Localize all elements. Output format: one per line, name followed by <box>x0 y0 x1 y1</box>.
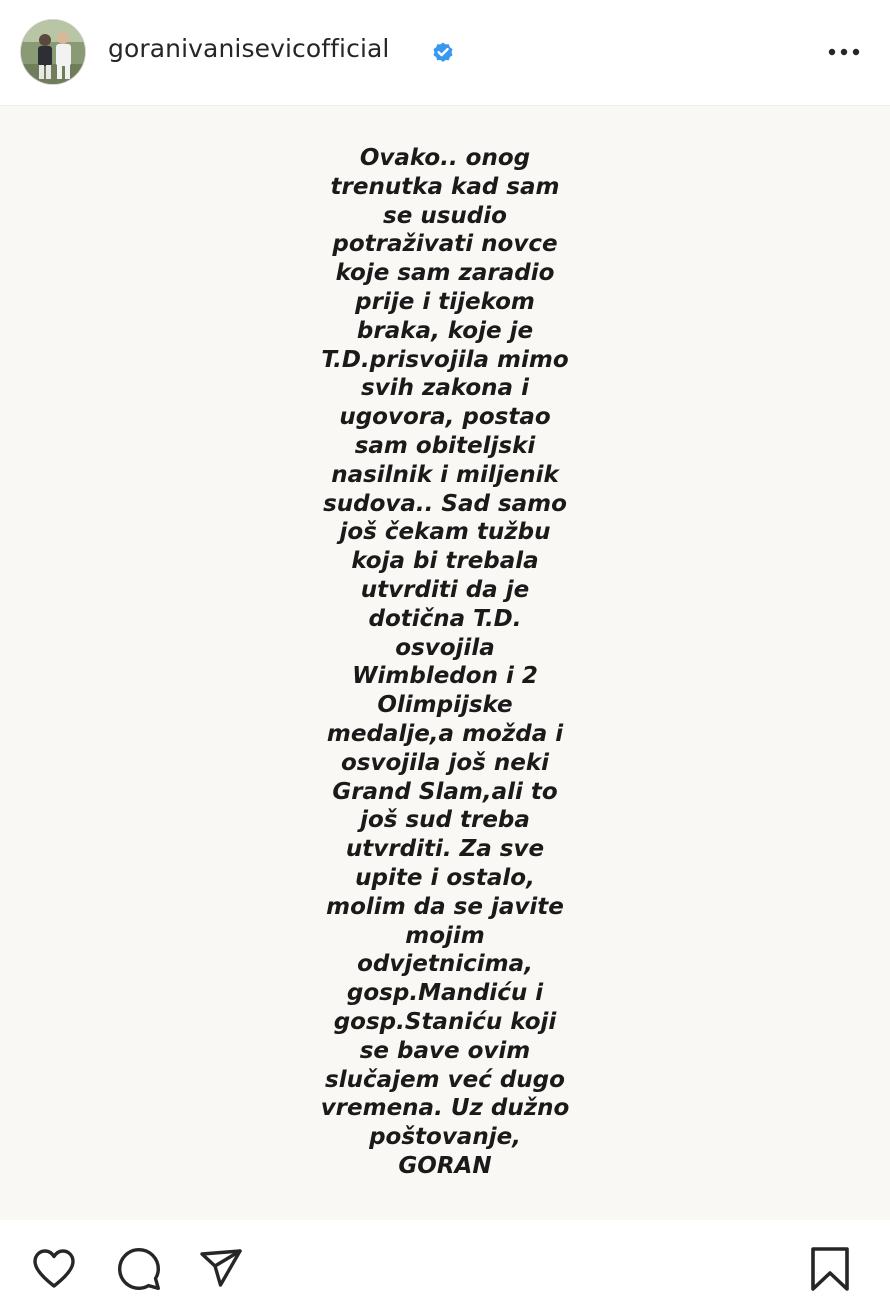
heart-icon[interactable] <box>29 1244 79 1294</box>
profile-photo-avatar <box>21 20 85 84</box>
post-text-line: prije i tijekom <box>355 288 535 315</box>
post-text-line: ugovora, postao <box>339 404 551 431</box>
post-text-line: gosp.Mandiću i <box>346 980 544 1007</box>
post-text-line: gosp.Staniću koji <box>333 1008 557 1035</box>
more-options-icon[interactable] <box>824 38 864 66</box>
post-text-line: T.D.prisvojila mimo <box>321 346 569 373</box>
post-text <box>295 144 595 1181</box>
post-text-line: dotična T.D. <box>368 605 522 632</box>
post-text-line: vremena. Uz dužno <box>320 1095 570 1122</box>
post-text-line: se bave ovim <box>359 1037 531 1064</box>
post-text-line: poštovanje, <box>369 1124 521 1151</box>
post-text-line: mojim <box>405 922 485 949</box>
comment-bubble-icon[interactable] <box>114 1244 164 1294</box>
post-header <box>0 0 890 106</box>
username[interactable]: goranivanisevicofficial <box>108 34 390 63</box>
post-text-line: sam obiteljski <box>354 432 536 459</box>
post-text-line: još čekam tužbu <box>339 519 551 546</box>
post-text-line: trenutka kad sam <box>330 173 560 200</box>
verified-badge-icon <box>431 40 455 64</box>
action-bar <box>0 1220 890 1306</box>
paper-plane-icon[interactable] <box>196 1244 246 1294</box>
post-text-line: koje sam zaradio <box>335 260 555 287</box>
post-text-line: svih zakona i <box>361 375 529 402</box>
post-text-line: utvrditi. Za sve <box>345 836 545 863</box>
post-text-line: Grand Slam,ali to <box>332 778 558 805</box>
post-text-line: Wimbledon i 2 <box>352 663 538 690</box>
post-text-line: GORAN <box>398 1152 492 1179</box>
post-text-line: se usudio <box>383 202 507 229</box>
post-text-line: upite i ostalo, <box>355 864 535 891</box>
post-text-line: Ovako.. onog <box>359 145 531 171</box>
post-text-line: molim da se javite <box>326 893 564 920</box>
post-text-line: sudova.. Sad samo <box>323 490 567 517</box>
bookmark-icon[interactable] <box>805 1244 855 1294</box>
post-text-line: nasilnik i miljenik <box>331 461 559 488</box>
post-text-line: medalje,a možda i <box>326 720 564 747</box>
post-text-line: utvrditi da je <box>360 576 530 603</box>
post-text-line: braka, koje je <box>356 317 534 344</box>
post-text-line: osvojila još neki <box>341 749 549 776</box>
post-text-line: odvjetnicima, <box>357 951 533 978</box>
post-text-line: osvojila <box>395 634 495 661</box>
avatar[interactable] <box>21 20 85 84</box>
post-text-line: Olimpijske <box>377 692 513 719</box>
post-text-line: još sud treba <box>360 807 530 834</box>
post-image <box>0 106 890 1220</box>
post-text-line: slučajem već dugo <box>325 1066 565 1093</box>
post-text-line: potraživati novce <box>332 231 558 258</box>
post-text-line: koja bi trebala <box>351 548 539 575</box>
